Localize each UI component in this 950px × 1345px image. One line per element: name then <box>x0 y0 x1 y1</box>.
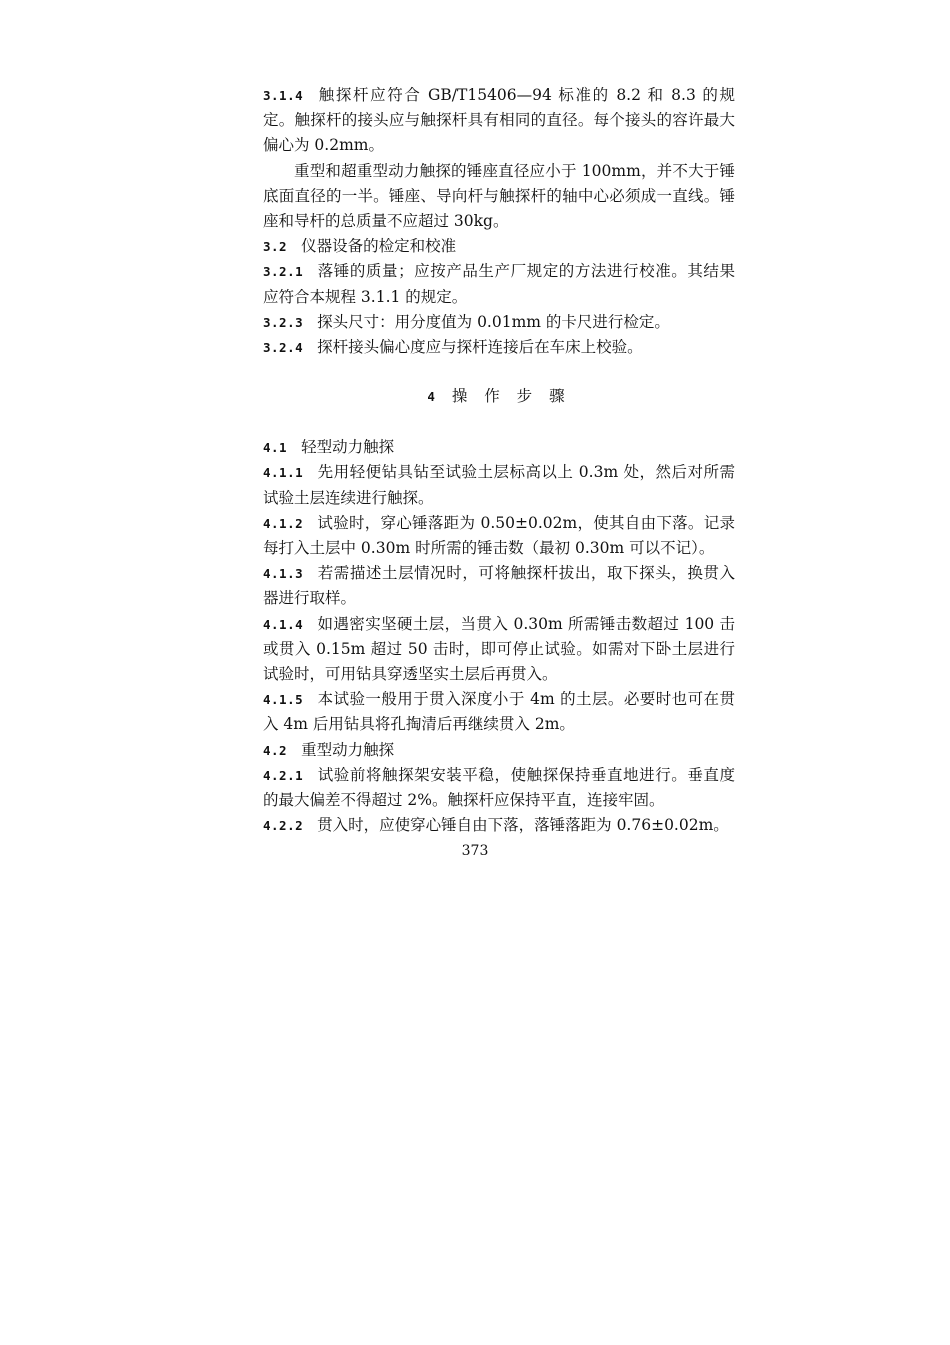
clause-text: 重型和超重型动力触探的锤座直径应小于 100mm，并不大于锤底面直径的一半。锤座、导向杆与触探杆的轴中心必须成一直线。锤座和导杆的总质量不应超过 30kg。 <box>263 161 735 231</box>
clause-text: 如遇密实坚硬土层，当贯入 0.30m 所需锤击数超过 100 击或贯入 0.15m 超过 50 击时，即可停止试验。如需对下卧土层进行试验时，可用钻具穿透坚实土层后再贯入。 <box>263 614 735 684</box>
clause-section-4 <box>263 435 735 838</box>
clause-number: 4.1.1 <box>263 465 304 481</box>
clause-number: 3.1.4 <box>263 88 304 103</box>
clause-number: 3.2.3 <box>263 314 304 330</box>
clause-number: 4.1.2 <box>263 515 304 531</box>
clause-text: 本试验一般用于贯入深度小于 4m 的土层。必要时也可在贯入 4m 后用钻具将孔掏清后再继续贯入 2m。 <box>263 690 735 734</box>
clause-number: 4.1 <box>263 440 288 456</box>
clause-paragraph <box>263 511 735 561</box>
clause-paragraph <box>263 561 735 611</box>
document-body <box>263 83 735 838</box>
clause-number: 3.2.1 <box>263 264 304 280</box>
clause-paragraph <box>263 310 735 335</box>
clause-paragraph <box>263 83 735 159</box>
clause-paragraph <box>263 259 735 309</box>
clause-paragraph <box>263 612 735 688</box>
clause-paragraph <box>263 159 735 235</box>
section-title: 操 作 步 骤 <box>451 387 571 406</box>
clause-paragraph <box>263 738 735 763</box>
clause-paragraph <box>263 435 735 460</box>
clause-text: 重型动力触探 <box>301 740 395 759</box>
clause-paragraph <box>263 687 735 737</box>
clause-section-3 <box>263 83 735 360</box>
clause-text: 贯入时，应使穿心锤自由下落，落锤落距为 0.76±0.02m。 <box>317 816 729 835</box>
clause-text: 试验前将触探架安装平稳，使触探保持垂直地进行。垂直度的最大偏差不得超过 2%。触探杆应保持平直，连接牢固。 <box>263 765 735 810</box>
clause-text: 仪器设备的检定和校准 <box>301 237 457 256</box>
clause-text: 先用轻便钻具钻至试验土层标高以上 0.3m 处，然后对所需试验土层连续进行触探。 <box>263 463 735 507</box>
page-number: 373 <box>461 843 489 859</box>
clause-number: 4.1.5 <box>263 692 304 708</box>
clause-paragraph <box>263 460 735 510</box>
clause-number: 4.2.1 <box>263 767 304 783</box>
clause-text: 轻型动力触探 <box>301 438 395 457</box>
clause-text: 试验时，穿心锤落距为 0.50±0.02m，使其自由下落。记录每打入土层中 0.30m 时所需的锤击数（最初 0.30m 可以不记）。 <box>263 513 735 558</box>
clause-paragraph <box>263 234 735 259</box>
clause-number: 3.2 <box>263 239 288 255</box>
clause-text: 若需描述土层情况时，可将触探杆拔出，取下探头，换贯入器进行取样。 <box>263 564 735 608</box>
clause-paragraph <box>263 763 735 813</box>
clause-number: 4.2 <box>263 742 288 758</box>
clause-text: 落锤的质量；应按产品生产厂规定的方法进行校准。其结果应符合本规程 3.1.1 的规定。 <box>263 262 735 306</box>
clause-text: 触探杆应符合 GB/T15406—94 标准的 8.2 和 8.3 的规定。触探杆的接头应与触探杆具有相同的直径。每个接头的容许最大偏心为 0.2mm。 <box>263 86 735 155</box>
clause-text: 探头尺寸：用分度值为 0.01mm 的卡尺进行检定。 <box>317 312 670 331</box>
clause-number: 4.1.3 <box>263 566 304 582</box>
clause-paragraph <box>263 335 735 360</box>
clause-text: 探杆接头偏心度应与探杆连接后在车床上校验。 <box>317 338 643 357</box>
clause-number: 4.1.4 <box>263 616 304 632</box>
section-heading <box>263 384 735 409</box>
clause-number: 4.2.2 <box>263 818 304 834</box>
section-number: 4 <box>427 389 435 405</box>
clause-paragraph <box>263 813 735 838</box>
clause-number: 3.2.4 <box>263 340 304 356</box>
